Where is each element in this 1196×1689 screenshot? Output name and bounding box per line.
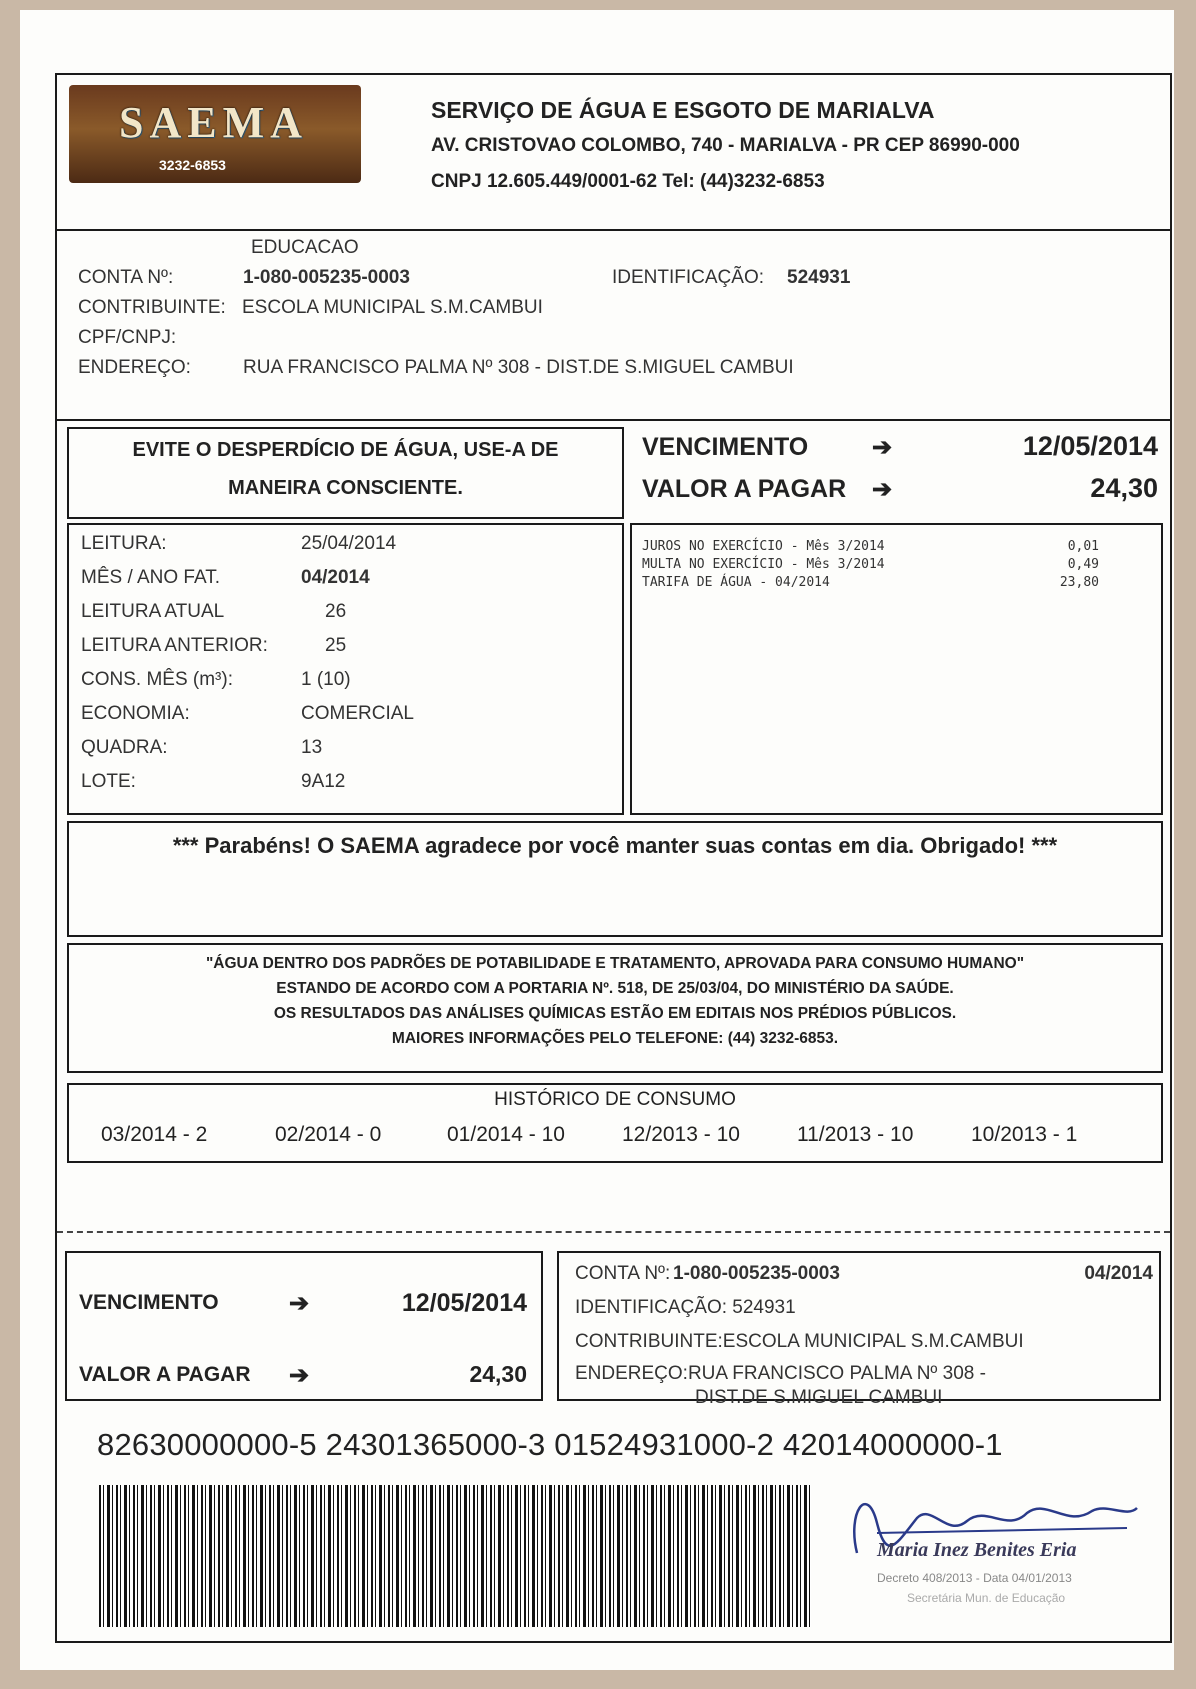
charge-value: 23,80 — [1059, 575, 1099, 590]
stub-account-label: CONTA Nº: — [575, 1263, 671, 1284]
charge-desc: TARIFA DE ÁGUA - 04/2014 — [642, 575, 830, 590]
stamp-line: Secretária Mun. de Educação — [907, 1591, 1066, 1605]
contributor-label: CONTRIBUINTE: — [78, 297, 226, 318]
account-number: 1-080-005235-0003 — [243, 267, 410, 288]
history-item: 12/2013 - 10 — [622, 1123, 740, 1146]
previous-reading-label: LEITURA ANTERIOR: — [81, 635, 268, 656]
quality-line: MAIORES INFORMAÇÕES PELO TELEFONE: (44) 3232-6853. — [391, 1030, 839, 1047]
barcode — [99, 1485, 811, 1627]
thanks-panel — [67, 821, 1163, 937]
water-bill — [55, 73, 1172, 1643]
identification-label: IDENTIFICAÇÃO: — [612, 267, 765, 288]
water-quality-panel — [67, 943, 1163, 1073]
charges-panel — [630, 523, 1163, 815]
block-label: QUADRA: — [81, 737, 168, 758]
history-title: HISTÓRICO DE CONSUMO — [494, 1089, 736, 1110]
amount-due-value: 24,30 — [1090, 473, 1158, 503]
stub-due-label: VENCIMENTO — [79, 1291, 219, 1314]
logo-text: SAEMA — [119, 98, 308, 147]
stub-due-panel — [65, 1251, 543, 1401]
notice-line-2: MANEIRA CONSCIENTE. — [228, 477, 463, 499]
lot-label: LOTE: — [81, 771, 136, 792]
block-value: 13 — [301, 737, 323, 758]
reading-panel — [67, 523, 624, 815]
due-date-label: VENCIMENTO — [642, 433, 809, 461]
billing-month-label: MÊS / ANO FAT. — [81, 567, 221, 588]
customer-category: EDUCACAO — [251, 237, 359, 258]
conscious-use-notice — [67, 427, 624, 519]
reading-date: 25/04/2014 — [301, 533, 397, 554]
stamp-line: Decreto 408/2013 - Data 04/01/2013 — [877, 1571, 1072, 1585]
charge-value: 0,49 — [1067, 557, 1099, 572]
quality-line: ESTANDO DE ACORDO COM A PORTARIA Nº. 518, DE 25/03/04, DO MINISTÉRIO DA SAÚDE. — [276, 980, 954, 997]
arrow-icon: ➔ — [289, 1362, 310, 1389]
arrow-icon: ➔ — [872, 434, 893, 461]
stub-due-value: 12/05/2014 — [401, 1289, 527, 1317]
stub-address-line-2: DIST.DE S.MIGUEL CAMBUI — [695, 1387, 943, 1408]
current-reading-label: LEITURA ATUAL — [81, 601, 225, 622]
identification-value: 524931 — [787, 267, 851, 288]
divider — [57, 229, 1170, 231]
amount-due-label: VALOR A PAGAR — [642, 475, 847, 503]
contributor-value: ESCOLA MUNICIPAL S.M.CAMBUI — [242, 297, 543, 318]
stub-amount-value: 24,30 — [469, 1361, 527, 1387]
due-date-value: 12/05/2014 — [1022, 431, 1158, 461]
quality-line: "ÁGUA DENTRO DOS PADRÕES DE POTABILIDADE E TRATAMENTO, APROVADA PARA CONSUMO HUMANO" — [205, 955, 1025, 972]
history-item: 02/2014 - 0 — [275, 1123, 382, 1146]
lot-value: 9A12 — [301, 771, 346, 792]
arrow-icon: ➔ — [289, 1290, 310, 1317]
barcode-digits: 82630000000-5 24301365000-3 01524931000-2 42014000000-1 — [97, 1427, 1003, 1462]
monthly-consumption-label: CONS. MÊS (m³): — [81, 669, 233, 690]
cpf-label: CPF/CNPJ: — [78, 327, 177, 348]
quality-line: OS RESULTADOS DAS ANÁLISES QUÍMICAS ESTÃO EM EDITAIS NOS PRÉDIOS PÚBLICOS. — [273, 1005, 957, 1022]
thanks-message: *** Parabéns! O SAEMA agradece por você manter suas contas em dia. Obrigado! *** — [172, 833, 1058, 858]
consumption-history — [67, 1083, 1163, 1163]
charge-desc: JUROS NO EXERCÍCIO - Mês 3/2014 — [642, 539, 885, 554]
stub-month: 04/2014 — [1084, 1263, 1153, 1284]
economy-label: ECONOMIA: — [81, 703, 190, 724]
previous-reading-value: 25 — [325, 635, 347, 656]
billing-month-value: 04/2014 — [301, 567, 370, 588]
divider — [57, 419, 1170, 421]
stub-account-panel — [557, 1251, 1161, 1408]
notice-line-1: EVITE O DESPERDÍCIO DE ÁGUA, USE-A DE — [132, 439, 559, 461]
stub-amount-label: VALOR A PAGAR — [79, 1363, 251, 1386]
stub-account-number: 1-080-005235-0003 — [673, 1263, 840, 1284]
history-item: 03/2014 - 2 — [101, 1123, 208, 1146]
history-item: 10/2013 - 1 — [971, 1123, 1078, 1146]
tear-line — [57, 1231, 1170, 1233]
economy-value: COMERCIAL — [301, 703, 414, 724]
history-item: 01/2014 - 10 — [447, 1123, 565, 1146]
company-name: SERVIÇO DE ÁGUA E ESGOTO DE MARIALVA — [431, 97, 935, 123]
stub-contributor: CONTRIBUINTE:ESCOLA MUNICIPAL S.M.CAMBUI — [575, 1331, 1024, 1352]
account-label: CONTA Nº: — [78, 267, 174, 288]
company-address: AV. CRISTOVAO COLOMBO, 740 - MARIALVA - PR CEP 86990-000 — [431, 135, 1020, 156]
charge-value: 0,01 — [1067, 539, 1099, 554]
address-label: ENDEREÇO: — [78, 357, 191, 378]
stub-address-line-1: ENDEREÇO:RUA FRANCISCO PALMA Nº 308 - — [575, 1363, 986, 1384]
stamp-name: Maria Inez Benites Eria — [877, 1539, 1077, 1561]
reading-label: LEITURA: — [81, 533, 167, 554]
arrow-icon: ➔ — [872, 476, 893, 503]
charge-desc: MULTA NO EXERCÍCIO - Mês 3/2014 — [642, 557, 885, 572]
address-value: RUA FRANCISCO PALMA Nº 308 - DIST.DE S.MIGUEL CAMBUI — [243, 357, 794, 378]
monthly-consumption-value: 1 (10) — [301, 669, 351, 690]
saema-logo — [69, 85, 361, 183]
current-reading-value: 26 — [325, 601, 347, 622]
logo-phone: 3232-6853 — [159, 157, 226, 173]
stub-identification: IDENTIFICAÇÃO: 524931 — [575, 1297, 796, 1318]
company-cnpj-tel: CNPJ 12.605.449/0001-62 Tel: (44)3232-6853 — [431, 171, 825, 192]
history-item: 11/2013 - 10 — [797, 1123, 914, 1146]
